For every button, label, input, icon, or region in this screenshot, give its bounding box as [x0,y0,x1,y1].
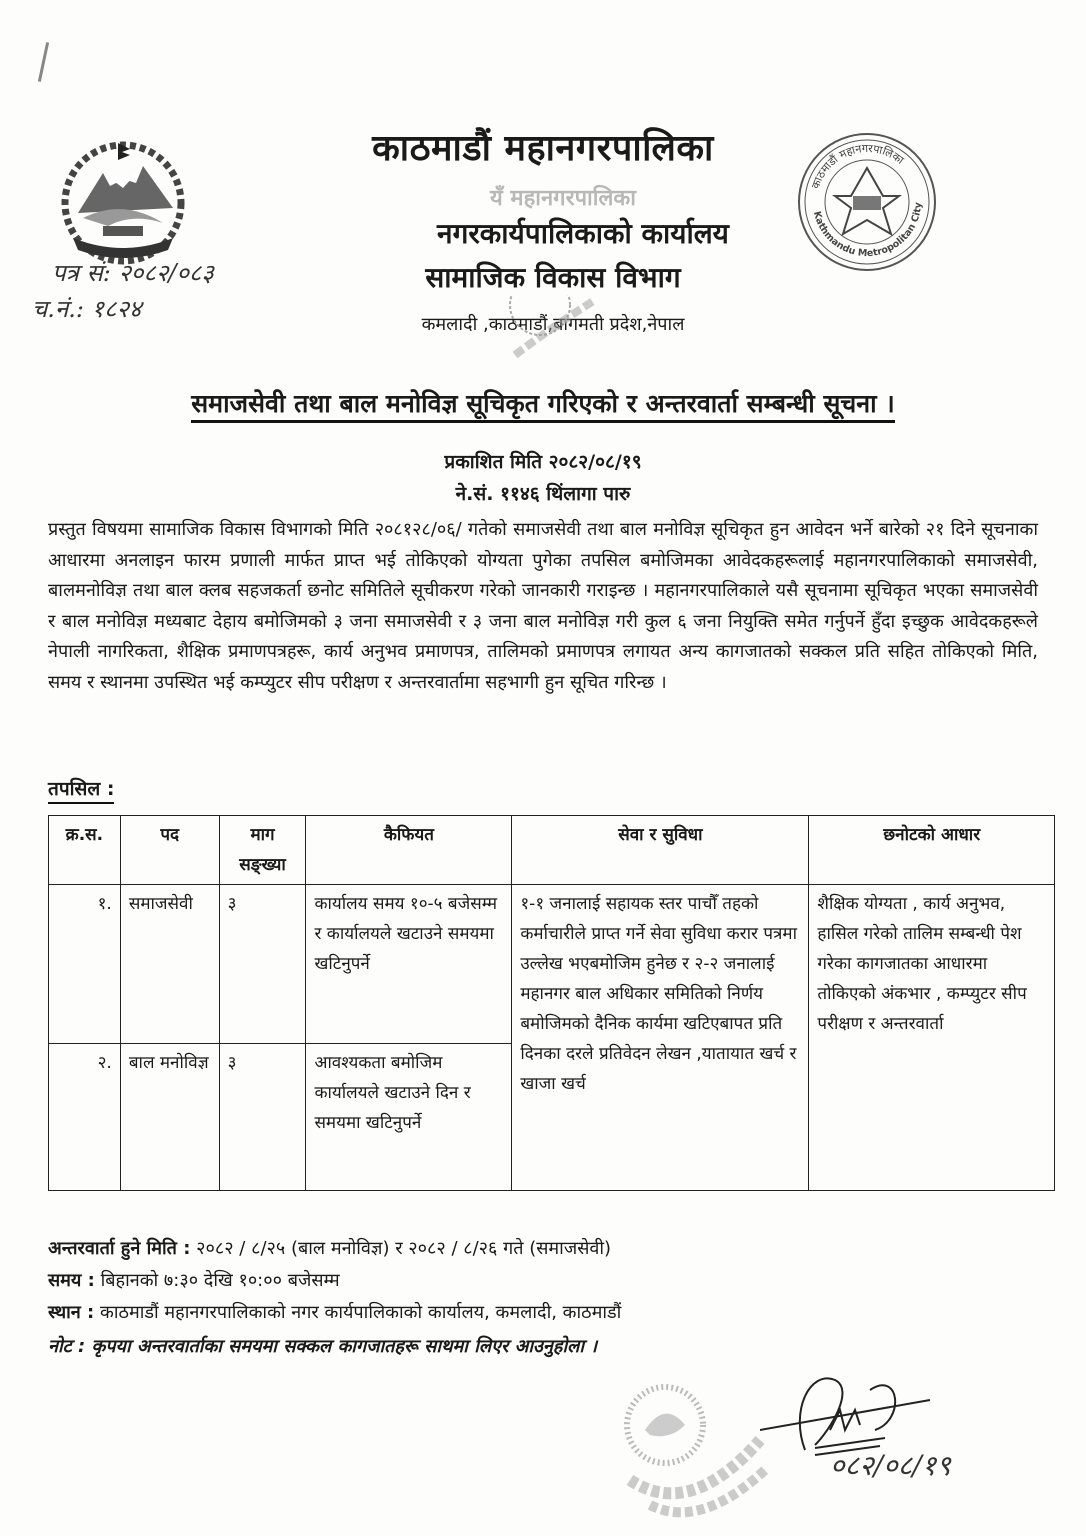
interview-time-label: समय : [48,1270,95,1291]
header-services: सेवा र सुविधा [512,816,809,885]
row-remarks: कार्यालय समय १०-५ बजेसम्म र कार्यालयले खटाउने समयमा खटिनुपर्ने [306,885,512,1044]
municipality-name: काठमाडौं महानगरपालिका [372,128,714,169]
pen-mark [38,42,49,82]
row-count: ३ [219,1044,306,1191]
row-serial: १. [49,885,121,1044]
department-name: सामाजिक विकास विभाग [425,261,681,294]
seal-text-top: काठमाडौं महानगरपालिका [808,141,907,191]
interview-place-value: काठमाडौं महानगरपालिकाको नगर कार्यपालिकाको कार्यालय, कमलादी, काठमाडौं [100,1302,622,1323]
interview-time [48,1268,340,1292]
signature-area [760,1370,1000,1520]
header-count: माग सङ्ख्या [219,816,306,885]
header-serial: क्र.स. [49,816,121,885]
row-post: बाल मनोविज्ञ [120,1044,219,1191]
interview-note: नोट : कृपया अन्तरवार्ताका समयमा सक्कल कागजातहरू साथमा लिएर आउनुहोला । [48,1336,598,1357]
interview-date-value: २०८२ / ८/२५ (बाल मनोविज्ञ) र २०८२ / ८/२६ गते (समाजसेवी) [196,1238,612,1259]
handwritten-dispatch-number: च.नं.: १८२४ [32,295,142,323]
interview-date [48,1236,611,1260]
header-post: पद [120,816,219,885]
office-address: कमलादी ,काठमाडौं,बागमती प्रदेश,नेपाल [421,314,685,335]
header-remarks: कैफियत [306,816,512,885]
header-selection-basis: छनोटको आधार [809,816,1055,885]
notice-title: समाजसेवी तथा बाल मनोविज्ञ सूचिकृत गरिएको र अन्तरवार्ता सम्बन्धी सूचना । [0,386,1086,420]
interview-date-label: अन्तरवार्ता हुने मिति : [48,1238,191,1259]
interview-time-value: बिहानको ७:३० देखि १०:०० बजेसम्म [100,1270,340,1291]
signature-date: ०८२/०८/१९ [830,1449,951,1482]
published-date: प्रकाशित मिति २०८२/०८/१९ [444,451,642,473]
department-stamp-icon [620,1380,770,1530]
row-post: समाजसेवी [120,885,219,1044]
details-label: तपसिल : [48,775,114,804]
row-serial: २. [49,1044,121,1191]
details-table [48,815,1055,1191]
interview-place-label: स्थान : [48,1302,95,1323]
services-cell: १-१ जनालाई सहायक स्तर पाचौँ तहको कर्माचारीले प्राप्त गर्ने सेवा सुविधा करार पत्रमा उल्लेख भएबमोजिम हुनेछ र २-२ जनालाई महानगर बाल अधिकार समितिको निर्णय बमोजिमको दैनिक कार्यमा खटिएबापत प्रति दिनका दरले प्रतिवेदन लेखन ,यातायात खर्च र खाजा खर्च [512,885,809,1191]
seal-text-bottom: Kathmandu Metropolitan City [810,201,925,260]
faded-subtitle: यँ महानगरपालिका [490,186,636,211]
selection-basis-cell: शैक्षिक योग्यता , कार्य अनुभव, हासिल गरेको तालिम सम्बन्धी पेश गरेका कागजातका आधारमा तोकिएको अंकभार , कम्प्युटर सीप परीक्षण र अन्तरवार्ता [809,885,1055,1191]
table-header-row [49,816,1055,885]
interview-place [48,1300,621,1324]
table-row [49,885,1055,1044]
office-stamp-icon [495,295,605,365]
row-remarks: आवश्यकता बमोजिम कार्यालयले खटाउने दिन र समयमा खटिनुपर्ने [306,1044,512,1191]
nepal-sambat-date: ने.सं. ११४६ थिंलागा पारु [455,483,631,505]
row-count: ३ [219,885,306,1044]
notice-body: प्रस्तुत विषयमा सामाजिक विकास विभागको मिति २०८१२८/०६/ गतेको समाजसेवी तथा बाल मनोविज्ञ सूचिकृत हुन आवेदन भर्ने बारेको २१ दिने सूचनाका आधारमा अनलाइन फारम प्रणाली मार्फत प्राप्त भई तोकिएको योग्यता पुगेका तपसिल बमोजिमका आवेदकहरूलाई महानगरपालिकाको समाजसेवी, बालमनोविज्ञ तथा बाल क्लब सहजकर्ता छनोट समितिले सूचीकरण गरेको जानकारी गराइन्छ । महानगरपालिकाले यसै सूचनामा सूचिकृत भएका समाजसेवी र बाल मनोविज्ञ मध्यबाट देहाय बमोजिमको ३ जना समाजसेवी र ३ जना बाल मनोविज्ञ गरी कुल ६ जना नियुक्ति समेत गर्नुपर्ने हुँदा इच्छुक आवेदकहरूले नेपाली नागरिकता, शैक्षिक प्रमाणपत्रहरू, कार्य अनुभव प्रमाणपत्र, तालिमको प्रमाणपत्र लगायत अन्य कागजातको सक्कल प्रति सहित तोकिएको मिति, समय र स्थानमा उपस्थित भई कम्प्युटर सीप परीक्षण र अन्तरवार्तामा सहभागी हुन सूचित गरिन्छ । [48,519,1038,693]
office-name: नगरकार्यपालिकाको कार्यालय [437,217,729,250]
kmc-seal-icon [795,130,940,275]
handwritten-letter-number: पत्र सं: २०८२/०८३ [52,259,214,287]
